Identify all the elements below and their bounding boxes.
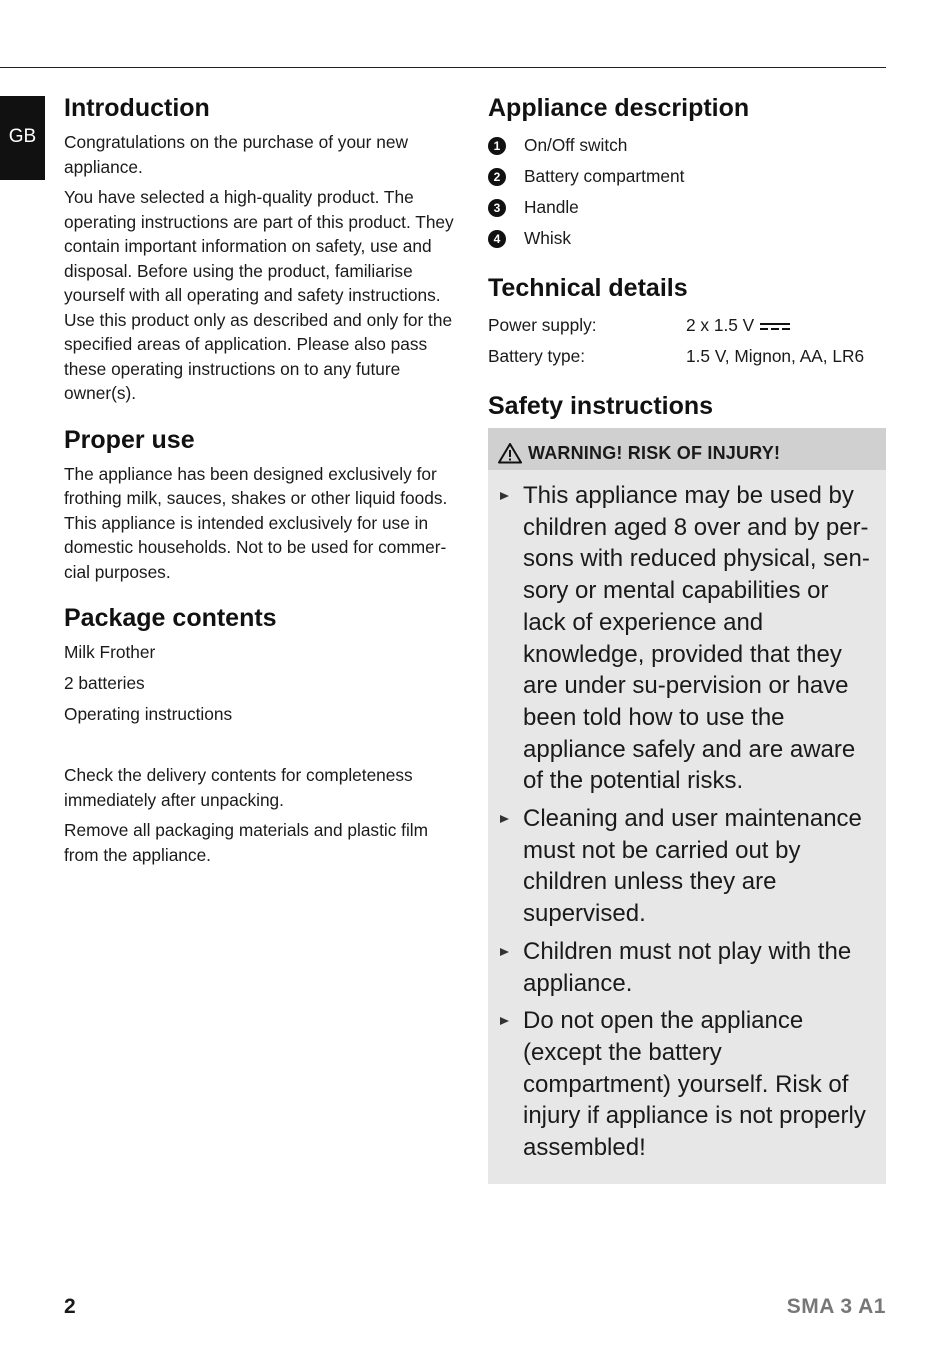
proper-use-title: Proper use	[64, 425, 195, 454]
appliance-parts-list	[488, 130, 886, 254]
package-contents-section	[64, 602, 454, 867]
number-badge: 3	[488, 199, 506, 217]
tech-value: 2 x 1.5 V	[686, 315, 790, 336]
bullet-arrow-icon	[498, 803, 523, 930]
tech-row-battery	[488, 341, 886, 372]
list-item	[488, 161, 886, 192]
tech-row-power	[488, 310, 886, 341]
top-rule	[0, 67, 886, 68]
tech-label: Power supply:	[488, 315, 597, 335]
package-contents-title: Package contents	[64, 604, 277, 632]
appliance-description-section	[488, 92, 886, 254]
direct-current-icon	[760, 321, 790, 331]
list-item: Milk Frother	[64, 642, 156, 662]
introduction-paragraph-2: You have selected a high-quality product. The operating instructions are part of this product. They contain important information on safety, use and disposal. Before using the product, familiarise yourself with all operating and safety instructions. Use this product only as described and only for the specified areas of application. Please also pass these operating instructions on to any future owner(s).	[64, 187, 454, 403]
tech-value: 1.5 V, Mignon, AA, LR6	[686, 346, 865, 366]
package-check-paragraph: Check the delivery contents for completeness immediately after unpacking.	[64, 765, 413, 810]
warning-box	[488, 428, 886, 1184]
bullet-arrow-icon	[498, 936, 523, 999]
number-badge: 4	[488, 230, 506, 248]
list-item: Children must not play with the appliance.	[498, 936, 876, 999]
part-label: Handle	[524, 197, 579, 217]
warning-triangle-icon	[498, 442, 522, 464]
package-remove-paragraph: Remove all packaging materials and plastic film from the appliance.	[64, 820, 429, 865]
technical-details-section	[488, 272, 886, 372]
safety-instructions-section	[488, 390, 886, 1184]
tech-label: Battery type:	[488, 346, 586, 366]
right-column	[488, 92, 886, 1202]
introduction-paragraph-1: Congratulations on the purchase of your new appliance.	[64, 132, 408, 177]
introduction-title: Introduction	[64, 94, 210, 122]
technical-details-title: Technical details	[488, 274, 688, 302]
list-item: This appliance may be used by children aged 8 over and by per-sons with reduced physical, sen-sory or mental capabilities or lack of experience and knowledge, provided that they are under su-pervision or have been told how to use the appliance safely and are aware of the potential risks.	[498, 480, 876, 797]
model-number: SMA 3 A1	[786, 1295, 886, 1318]
list-item: Cleaning and user maintenance must not be carried out by children unless they are supervised.	[498, 803, 876, 930]
part-label: Whisk	[524, 228, 572, 248]
proper-use-section	[64, 424, 454, 585]
list-item: 2 batteries	[64, 673, 145, 693]
language-tab-label: GB	[8, 126, 37, 147]
warning-heading-text: WARNING! RISK OF INJURY!	[528, 442, 781, 463]
list-item	[488, 223, 886, 254]
introduction-section	[64, 92, 454, 406]
bullet-arrow-icon	[498, 1005, 523, 1164]
language-tab	[0, 96, 45, 180]
proper-use-paragraph: The appliance has been designed exclusively for frothing milk, sauces, shakes or other liquid foods. This appliance is intended exclusively for use in domestic households. Not to be used for commer-cial purposes.	[64, 463, 448, 582]
number-badge: 2	[488, 168, 506, 186]
list-item	[488, 192, 886, 223]
number-badge: 1	[488, 137, 506, 155]
safety-bullet-list	[498, 480, 876, 1164]
page-number: 2	[64, 1295, 76, 1318]
part-label: Battery compartment	[524, 166, 685, 186]
safety-instructions-title: Safety instructions	[488, 392, 714, 420]
list-item: Do not open the appliance (except the battery compartment) yourself. Risk of injury if appliance is not properly assembled!	[498, 1005, 876, 1164]
list-item: Operating instructions	[64, 704, 233, 724]
left-column	[64, 92, 454, 885]
appliance-description-title: Appliance description	[488, 94, 750, 122]
list-item	[488, 130, 886, 161]
bullet-arrow-icon	[498, 480, 523, 797]
warning-heading	[488, 428, 886, 470]
part-label: On/Off switch	[524, 135, 628, 155]
package-contents-list	[64, 640, 454, 727]
